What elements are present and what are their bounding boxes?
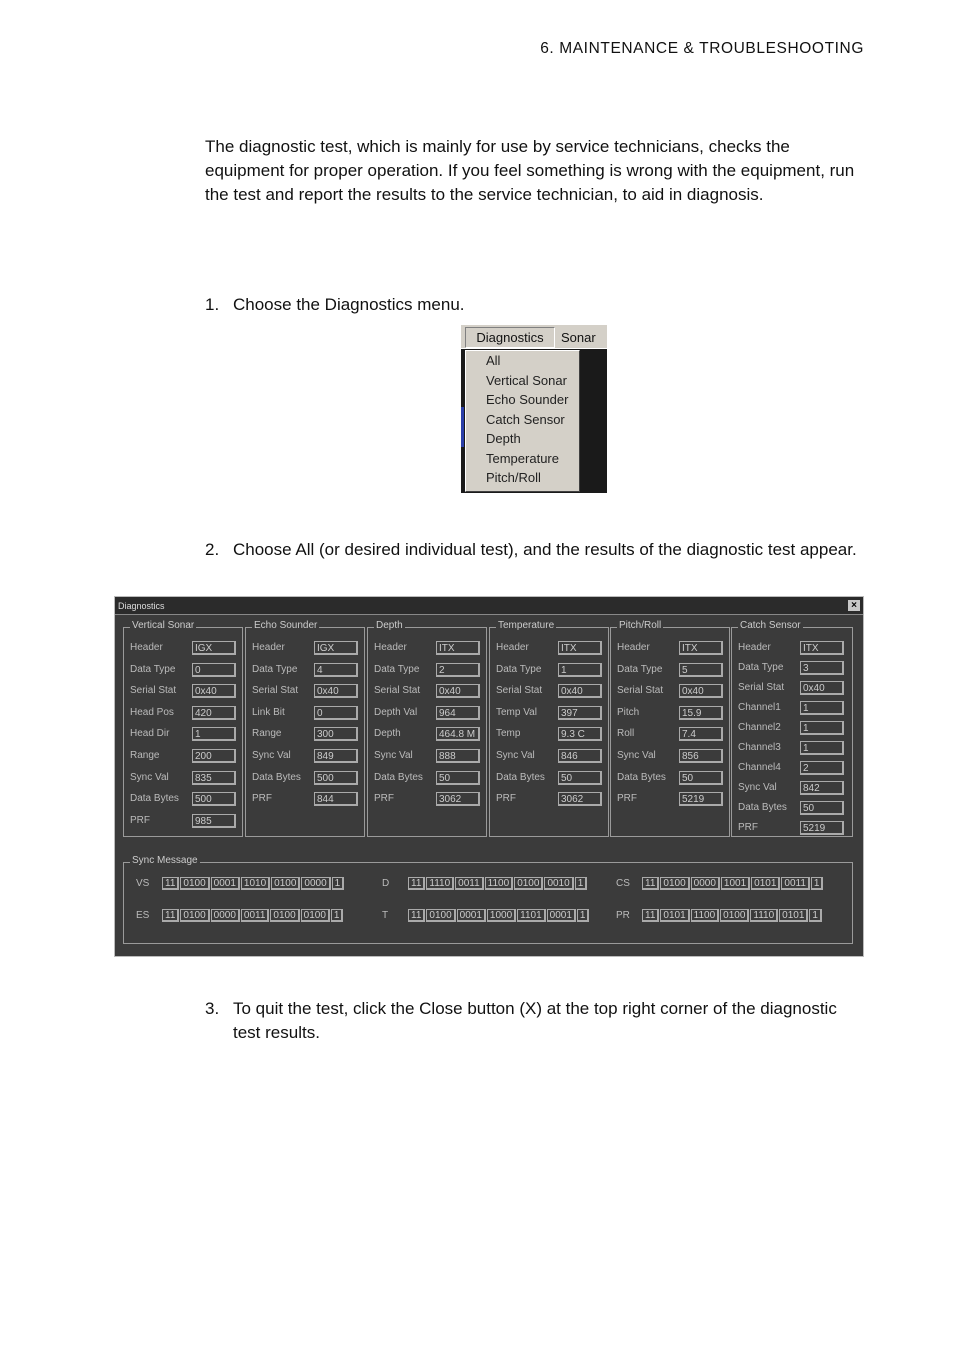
field-label: Data Type xyxy=(252,663,298,675)
field-label: Header xyxy=(617,642,650,653)
group-title: Sync Message xyxy=(132,855,198,866)
field-label: Sync Val xyxy=(738,782,777,793)
field-label: Serial Stat xyxy=(496,685,543,697)
field-value: 849 xyxy=(314,749,358,763)
field-value: 420 xyxy=(192,706,236,720)
sync-bits xyxy=(162,909,344,922)
step-2 xyxy=(205,538,865,562)
field-label: Temp Val xyxy=(496,706,537,718)
field-label: PRF xyxy=(496,793,516,805)
field-value: 2 xyxy=(436,663,480,677)
sync-bit-field: 1 xyxy=(577,909,590,922)
sync-bit-field: 1100 xyxy=(485,877,514,890)
background-fragment xyxy=(461,407,464,447)
field-value: 1 xyxy=(800,721,844,735)
field-label: Data Type xyxy=(374,663,420,675)
group-title: Pitch/Roll xyxy=(619,620,662,631)
diagnostics-dropdown xyxy=(465,350,580,492)
field-label: Data Type xyxy=(496,663,542,675)
step-text: Choose the Diagnostics menu. xyxy=(233,295,465,314)
field-label: Depth Val xyxy=(374,706,418,718)
sync-label: T xyxy=(382,910,389,921)
field-value: 50 xyxy=(679,771,723,785)
step-text: Choose All (or desired individual test), and the results of the diagnostic test appear. xyxy=(233,540,857,559)
sync-bit-field: 11 xyxy=(642,877,659,890)
dialog-title: Diagnostics xyxy=(115,597,863,615)
sync-bit-field: 0100 xyxy=(270,909,299,922)
field-value: 0 xyxy=(314,706,358,720)
sync-bit-field: 0100 xyxy=(180,909,209,922)
sync-bit-field: 1100 xyxy=(691,909,720,922)
field-value: 50 xyxy=(436,771,480,785)
group-title: Vertical Sonar xyxy=(132,620,195,631)
field-label: Sync Val xyxy=(252,750,291,761)
sync-bit-field: 0011 xyxy=(455,877,484,890)
menu-item-depth[interactable]: Depth xyxy=(486,431,521,446)
menu-item-echo-sounder[interactable]: Echo Sounder xyxy=(486,392,569,407)
group-title: Echo Sounder xyxy=(254,620,318,631)
field-value: 200 xyxy=(192,749,236,763)
field-value: ITX xyxy=(558,641,602,655)
field-label: Header xyxy=(738,642,771,653)
field-value: IGX xyxy=(314,641,358,655)
sync-label: CS xyxy=(616,878,630,889)
sync-bit-field: 0000 xyxy=(301,877,330,890)
field-value: 846 xyxy=(558,749,602,763)
sync-bit-field: 0000 xyxy=(691,877,720,890)
step-number: 1. xyxy=(205,295,220,314)
sync-bit-field: 0100 xyxy=(271,877,300,890)
field-label: Data Bytes xyxy=(374,771,423,783)
field-value: 3062 xyxy=(436,792,480,806)
sync-bit-field: 1101 xyxy=(517,909,546,922)
sync-bit-field: 1 xyxy=(809,909,822,922)
field-label: Serial Stat xyxy=(374,685,421,697)
sync-label: ES xyxy=(136,910,150,921)
sync-bit-field: 1 xyxy=(331,909,344,922)
field-label: Depth xyxy=(374,728,401,740)
field-label: Data Bytes xyxy=(617,771,666,783)
field-value: ITX xyxy=(800,641,844,655)
sync-bits xyxy=(408,877,588,890)
menu-item-catch-sensor[interactable]: Catch Sensor xyxy=(486,411,565,427)
field-label: Data Type xyxy=(738,662,784,673)
sync-bit-field: 1 xyxy=(811,877,824,890)
field-value: ITX xyxy=(436,641,480,655)
field-label: Head Pos xyxy=(130,706,174,718)
close-icon[interactable]: × xyxy=(848,600,860,611)
field-label: Header xyxy=(130,642,163,653)
field-value: 500 xyxy=(314,771,358,785)
field-label: Serial Stat xyxy=(252,685,299,697)
group-vertical-sonar xyxy=(123,620,243,837)
field-value: 50 xyxy=(558,771,602,785)
field-label: Channel3 xyxy=(738,742,781,753)
field-label: Channel1 xyxy=(738,702,781,713)
field-value: 1 xyxy=(800,741,844,755)
field-value: 3062 xyxy=(558,792,602,806)
field-label: Sync Val xyxy=(130,771,169,783)
sync-bit-field: 0100 xyxy=(720,909,749,922)
sync-bits xyxy=(642,909,823,922)
field-label: Range xyxy=(130,750,160,761)
field-value: 0x40 xyxy=(436,684,480,698)
sync-bits xyxy=(642,877,824,890)
field-value: 0x40 xyxy=(558,684,602,698)
sync-message-group xyxy=(123,855,853,944)
group-echo-sounder xyxy=(245,620,365,837)
field-value: 1 xyxy=(800,701,844,715)
sync-label: PR xyxy=(616,910,630,921)
sync-bit-field: 0100 xyxy=(514,877,543,890)
field-label: Sync Val xyxy=(617,750,656,761)
sync-bit-field: 0100 xyxy=(180,877,209,890)
field-label: Head Dir xyxy=(130,728,170,740)
sync-bit-field: 0100 xyxy=(426,909,455,922)
sync-bit-field: 0010 xyxy=(544,877,573,890)
menu-item-all[interactable]: All xyxy=(486,353,501,368)
field-label: Data Bytes xyxy=(252,771,301,783)
field-label: Data Bytes xyxy=(738,802,787,813)
field-label: PRF xyxy=(374,793,394,805)
sync-bit-field: 0101 xyxy=(660,909,689,922)
field-value: 464.8 M xyxy=(436,727,480,741)
field-label: Sync Val xyxy=(496,750,535,761)
sync-bit-field: 0011 xyxy=(781,877,810,890)
group-catch-sensor xyxy=(731,620,853,837)
field-label: Roll xyxy=(617,728,635,740)
field-label: Temp xyxy=(496,728,521,740)
field-value: 5219 xyxy=(679,792,723,806)
sync-bit-field: 1010 xyxy=(241,877,270,890)
field-value: 985 xyxy=(192,814,236,828)
field-value: 844 xyxy=(314,792,358,806)
sync-bit-field: 1110 xyxy=(426,877,454,890)
sync-bit-field: 0001 xyxy=(457,909,486,922)
field-label: PRF xyxy=(617,793,637,805)
menu-item-vertical-sonar[interactable]: Vertical Sonar xyxy=(486,372,567,388)
menu-item-temperature[interactable]: Temperature xyxy=(486,450,559,466)
field-label: Channel4 xyxy=(738,762,781,773)
field-value: 1 xyxy=(192,727,236,741)
field-value: 15.9 xyxy=(679,706,723,720)
group-title: Depth xyxy=(376,620,403,631)
field-value: 0x40 xyxy=(679,684,723,698)
sync-bit-field: 0011 xyxy=(241,909,270,922)
sync-bit-field: 1 xyxy=(332,877,345,890)
sync-bit-field: 11 xyxy=(162,909,179,922)
sync-label: D xyxy=(382,878,390,889)
field-label: Serial Stat xyxy=(617,685,664,697)
sync-bit-field: 11 xyxy=(408,877,425,890)
field-label: Sync Val xyxy=(374,750,413,761)
field-label: Data Type xyxy=(617,663,663,675)
step-number: 2. xyxy=(205,540,220,559)
field-value: 300 xyxy=(314,727,358,741)
sync-bit-field: 1 xyxy=(575,877,588,890)
field-value: ITX xyxy=(679,641,723,655)
sync-bit-field: 0101 xyxy=(779,909,808,922)
section-header: 6. MAINTENANCE & TROUBLESHOOTING xyxy=(540,40,864,57)
field-label: Header xyxy=(496,642,529,653)
sync-bit-field: 1001 xyxy=(721,877,750,890)
field-value: 835 xyxy=(192,771,236,785)
sync-bit-field: 1000 xyxy=(487,909,516,922)
field-label: Data Bytes xyxy=(130,793,179,805)
field-value: 50 xyxy=(800,801,844,815)
sync-label: VS xyxy=(136,878,150,889)
field-value: 842 xyxy=(800,781,844,795)
group-title: Temperature xyxy=(498,620,555,631)
group-temperature xyxy=(489,620,609,837)
field-value: 5219 xyxy=(800,821,844,835)
field-label: Channel2 xyxy=(738,722,781,733)
sync-bit-field: 0000 xyxy=(211,909,240,922)
sync-bit-field: 11 xyxy=(162,877,179,890)
field-value: 397 xyxy=(558,706,602,720)
field-value: 4 xyxy=(314,663,358,677)
field-value: 5 xyxy=(679,663,723,677)
field-label: PRF xyxy=(738,822,758,833)
group-depth xyxy=(367,620,487,837)
field-label: Header xyxy=(374,642,407,653)
field-value: 1 xyxy=(558,663,602,677)
menu-diagnostics[interactable]: Diagnostics xyxy=(465,327,555,348)
step-3 xyxy=(205,997,865,1045)
group-title: Catch Sensor xyxy=(740,620,801,631)
field-value: IGX xyxy=(192,641,236,655)
field-label: Pitch xyxy=(617,706,640,718)
field-value: 0x40 xyxy=(314,684,358,698)
field-value: 9.3 C xyxy=(558,727,602,741)
sync-bit-field: 0100 xyxy=(301,909,330,922)
sync-bit-field: 0001 xyxy=(547,909,576,922)
menu-bar xyxy=(461,325,607,349)
intro-paragraph: The diagnostic test, which is mainly for use by service technicians, checks the equipment for proper operation. If you feel something is wrong with the equipment, run the test and report the results to the service technician, to aid in diagnosis. xyxy=(205,137,855,204)
field-label: Serial Stat xyxy=(738,682,785,693)
field-value: 888 xyxy=(436,749,480,763)
field-value: 7.4 xyxy=(679,727,723,741)
diagnostics-dialog xyxy=(114,596,864,957)
sync-bit-field: 11 xyxy=(408,909,425,922)
field-label: PRF xyxy=(130,814,150,826)
step-number: 3. xyxy=(205,999,220,1018)
diagnostics-menu-screenshot xyxy=(461,325,607,493)
field-label: Data Type xyxy=(130,663,176,675)
menu-item-pitch-roll[interactable]: Pitch/Roll xyxy=(486,470,541,485)
field-label: Range xyxy=(252,728,282,740)
field-label: Link Bit xyxy=(252,706,285,718)
field-label: Serial Stat xyxy=(130,685,177,697)
field-value: 0 xyxy=(192,663,236,677)
sync-bit-field: 0001 xyxy=(211,877,240,890)
sync-bit-field: 0101 xyxy=(751,877,780,890)
field-value: 500 xyxy=(192,792,236,806)
field-value: 0x40 xyxy=(800,681,844,695)
group-pitch-roll xyxy=(610,620,730,837)
field-value: 0x40 xyxy=(192,684,236,698)
field-value: 856 xyxy=(679,749,723,763)
field-label: Data Bytes xyxy=(496,771,545,783)
step-1 xyxy=(205,293,865,317)
field-value: 964 xyxy=(436,706,480,720)
sync-bits xyxy=(408,909,590,922)
sync-bit-field: 11 xyxy=(642,909,659,922)
field-value: 2 xyxy=(800,761,844,775)
sync-bits xyxy=(162,877,345,890)
field-value: 3 xyxy=(800,661,844,675)
field-label: Header xyxy=(252,642,285,653)
field-label: PRF xyxy=(252,793,272,805)
sync-bit-field: 1110 xyxy=(750,909,778,922)
sync-bit-field: 0100 xyxy=(660,877,689,890)
step-text: To quit the test, click the Close button (X) at the top right corner of the diagnostic test results. xyxy=(233,999,837,1042)
menu-sonar[interactable]: Sonar xyxy=(561,330,596,345)
